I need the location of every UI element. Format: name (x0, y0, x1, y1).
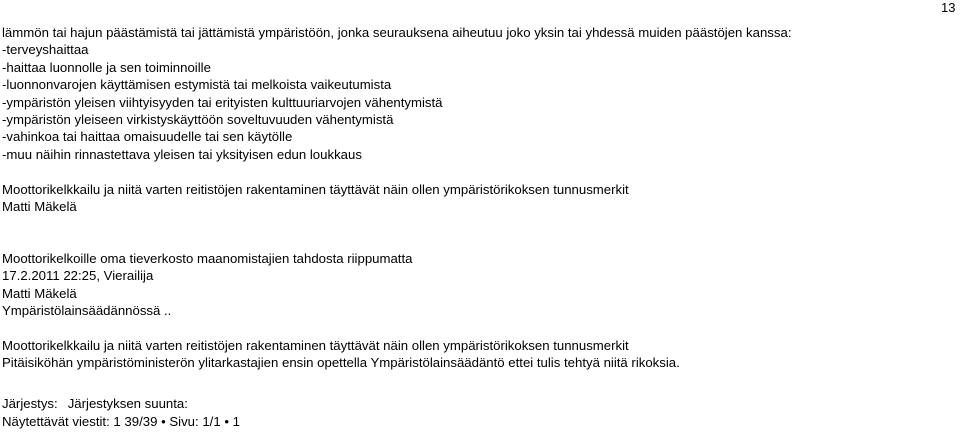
spacer (2, 372, 932, 389)
impact-list-item: -ympäristön yleiseen virkistyskäyttöön soveltuvuuden vähentymistä (2, 111, 394, 127)
spacer (2, 215, 932, 250)
spacer (2, 320, 932, 337)
post-body: Pitäisiköhän ympäristöministerön ylitarkastajien ensin opettella Ympäristölainsäädäntö ettei tulis tehtyä niitä rikoksia. (2, 355, 680, 371)
sort-order-label[interactable]: Järjestys: (2, 396, 58, 412)
impact-list-item: -ympäristön yleisen viihtyisyyden tai erityisten kulttuuriarvojen vähentymistä (2, 94, 443, 110)
post-title: Moottorikelkkailu ja niitä varten reitistöjen rakentaminen täyttävät näin ollen ympäristörikoksen tunnusmerkit (2, 338, 629, 354)
document-body (2, 24, 932, 430)
impact-list-item: -muu näihin rinnastettava yleisen tai yksityisen edun loukkaus (2, 146, 362, 162)
pagination[interactable]: Näytettävät viestit: 1 39/39 • Sivu: 1/1 • 1 (2, 413, 240, 429)
impact-list-item: -haittaa luonnolle ja sen toiminnoille (2, 59, 211, 75)
post-author: Matti Mäkelä (2, 198, 77, 214)
thread-title: Moottorikelkoille oma tieverkosto maanomistajien tahdosta riippumatta (2, 251, 413, 267)
quoted-snippet: Ympäristölainsäädännössä .. (2, 303, 172, 319)
post-title: Moottorikelkkailu ja niitä varten reitistöjen rakentaminen täyttävät näin ollen ympäristörikoksen tunnusmerkit (2, 181, 629, 197)
impact-list-item: -luonnonvarojen käyttämisen estymistä tai melkoista vaikeutumista (2, 77, 392, 93)
spacer (2, 163, 932, 180)
post-meta: 17.2.2011 22:25, Vierailija (2, 268, 154, 284)
impact-list-item: -terveyshaittaa (2, 42, 89, 58)
quoted-author: Matti Mäkelä (2, 285, 77, 301)
impact-intro: lämmön tai hajun päästämistä tai jättämistä ympäristöön, jonka seurauksena aiheutuu joko yksin tai yhdessä muiden päästöjen kanssa: (2, 25, 792, 40)
sort-direction-label[interactable]: Järjestyksen suunta: (67, 396, 188, 412)
page-number: 13 (941, 0, 956, 15)
impact-list-item: -vahinkoa tai haittaa omaisuudelle tai sen käytölle (2, 129, 293, 145)
sort-controls (2, 395, 932, 412)
